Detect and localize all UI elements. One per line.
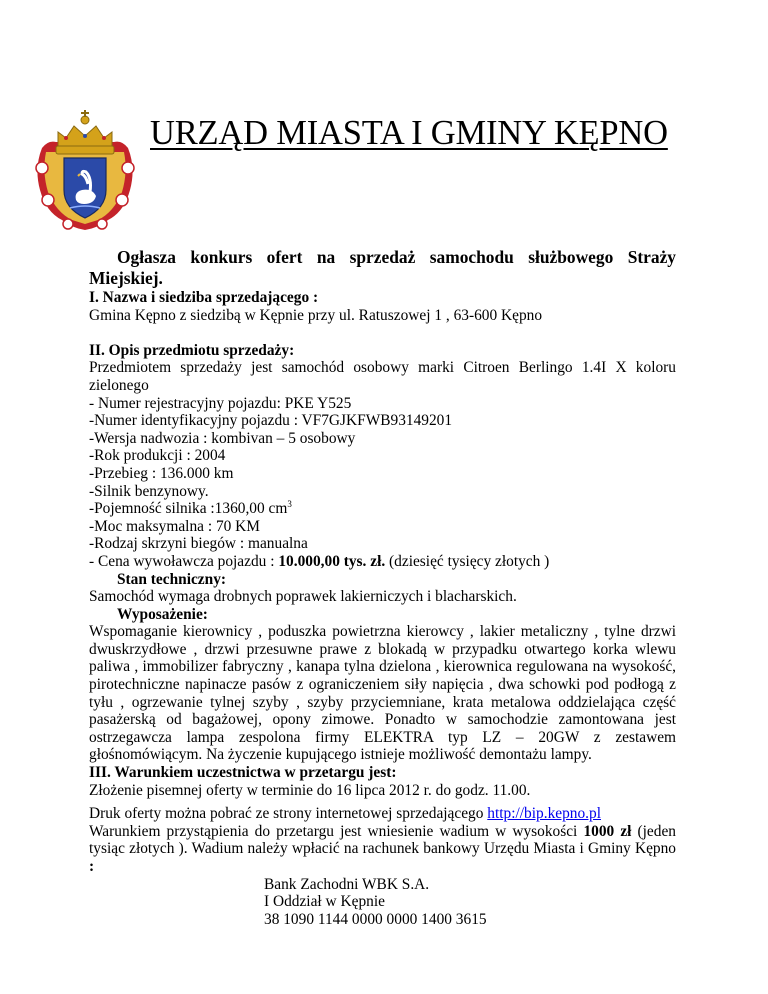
spec-item: -Rok produkcji : 2004 [89,447,226,465]
bank-name: Bank Zachodni WBK S.A. [264,875,430,893]
spec-item: -Rodzaj skrzyni biegów : manualna [89,535,308,553]
section-2-heading: II. Opis przedmiotu sprzedaży: [89,341,295,359]
section-1-heading: I. Nazwa i siedziba sprzedającego : [89,289,319,306]
seller-info: Gmina Kępno z siedzibą w Kępnie przy ul. Ratuszowej 1 , 63-600 Kępno [89,306,543,324]
bank-account: 38 1090 1144 0000 0000 1400 3615 [264,910,487,928]
offer-deadline: Złożenie pisemnej oferty w terminie do 16 lipca 2012 r. do godz. 11.00. [89,781,531,799]
spec-item: -Przebieg : 136.000 km [89,464,234,482]
bank-branch: I Oddział w Kępnie [264,893,385,911]
download-line [89,805,676,823]
spec-item: -Wersja nadwozia : kombivan – 5 osobowy [89,429,356,447]
capacity-label: -Pojemność silnika :1360,00 cm [89,500,288,518]
spacer [89,324,676,342]
spec-item: -Numer identyfikacyjny pojazdu : VF7GJKFWB93149201 [89,412,453,430]
spec-item: -Silnik benzynowy. [89,482,209,500]
price-value: 10.000,00 tys. zł. [278,552,386,570]
section-3-heading: III. Warunkiem uczestnictwa w przetargu jest: [89,764,397,782]
deposit-suffix: (jeden tysiąc złotych ). Wadium należy wpłacić na rachunek bankowy Urzędu Miasta i Gminy Kępno [89,822,676,858]
coat-of-arms-icon [32,108,138,234]
price-suffix: (dziesięć tysięcy złotych ) [385,552,550,570]
spec-item: - Numer rejestracyjny pojazdu: PKE Y525 [89,394,352,412]
equipment-text: Wspomaganie kierownicy , poduszka powietrzna kierowcy , lakier metaliczny , tylne drzwi dwuskrzydłowe , drzwi przesuwne prawe z blokadą w przypadku otwartego korka wlewu paliwa , immobilizer fabryczny , kanapa tylna dzielona , kierownica regulowana na wysokość, pirotechniczne napinacze pasów z ograniczeniem siły napięcia , dwa schowki pod podłogą z tyłu , ogrzewanie tylnej szyby , szyby przyciemniane, krata metalowa oddzielająca część pasażerską od bagażowej, opony zimowe. Ponadto w samochodzie zamontowana jest ostrzegawcza lampa zespolona firmy ELEKTRA typ LZ – 20GW z zestawem głośnomówiącym. Na życzenie kupującego istnieje możliwość demontażu lampy. [89,623,676,764]
condition-heading: Stan techniczny: [117,570,227,588]
bank-details [264,876,676,929]
vehicle-intro: Przedmiotem sprzedaży jest samochód osobowy marki Citroen Berlingo 1.4I X koloru zielonego [89,359,676,394]
price-line [89,553,676,571]
equipment-heading: Wyposażenie: [117,605,208,623]
announcement-heading: Ogłasza konkurs ofert na sprzedaż samochodu służbowego Straży Miejskiej. [89,247,676,288]
capacity-superscript: 3 [287,499,292,510]
condition-text: Samochód wymaga drobnych poprawek lakierniczych i blacharskich. [89,588,517,606]
deposit-paragraph [89,823,676,876]
deposit-prefix: Warunkiem przystąpienia do przetargu jest wniesienie wadium w wysokości [89,822,584,840]
deposit-colon: : [89,858,95,875]
price-prefix: - Cena wywoławcza pojazdu : [89,552,279,570]
bip-link[interactable]: http://bip.kepno.pl [487,805,601,823]
spec-item-capacity [89,500,676,518]
document-body [89,247,676,928]
download-prefix: Druk oferty można pobrać ze strony internetowej sprzedającego [89,805,488,823]
deposit-amount: 1000 zł [583,822,632,840]
page-title: URZĄD MIASTA I GMINY KĘPNO [150,114,668,152]
spec-item: -Moc maksymalna : 70 KM [89,517,260,535]
